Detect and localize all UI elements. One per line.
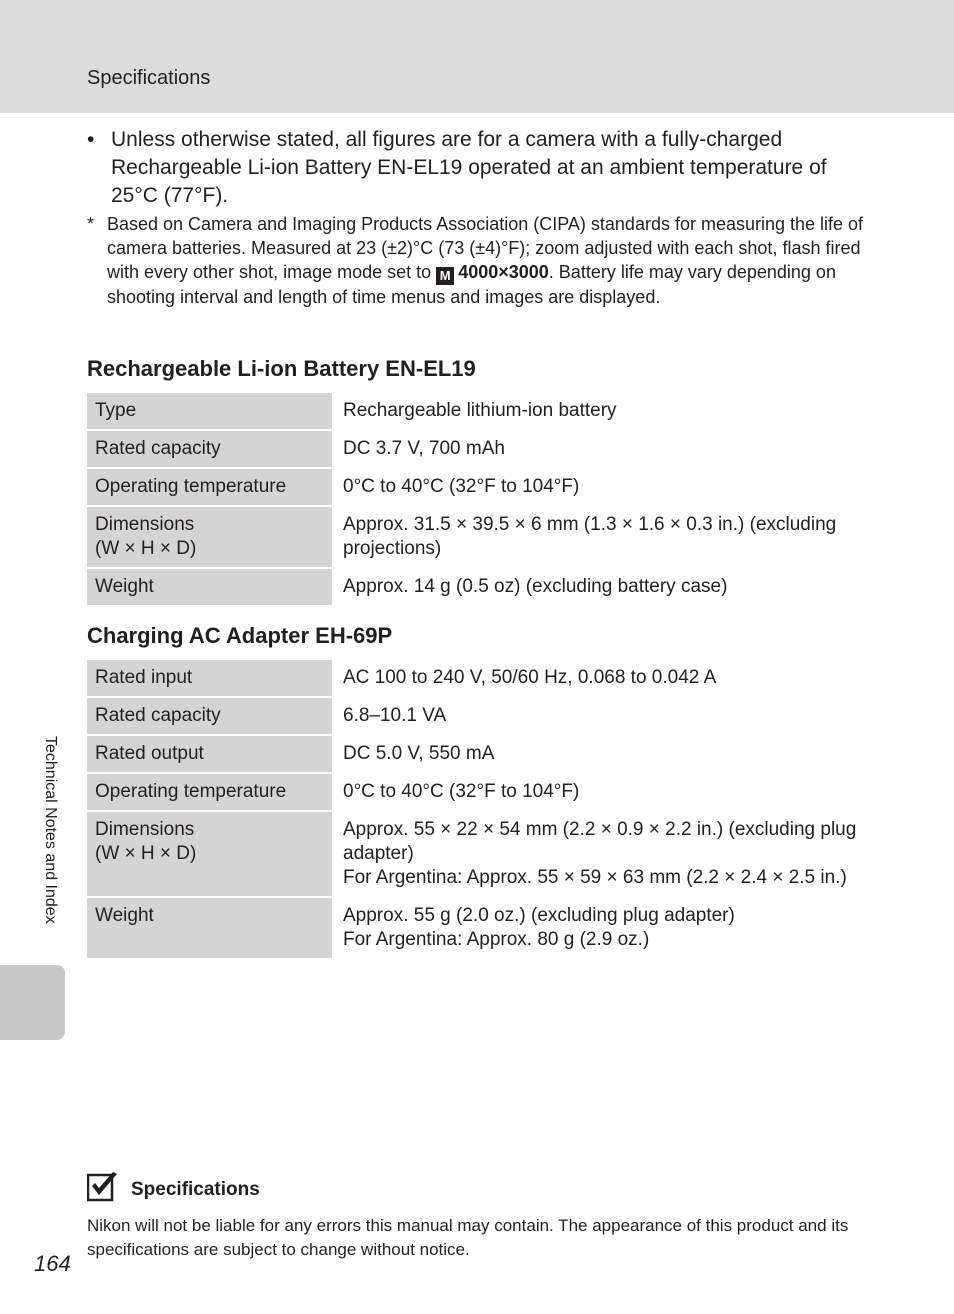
table-row — [87, 698, 873, 736]
spec-value: 0°C to 40°C (32°F to 104°F) — [334, 469, 873, 507]
footnote-marker: * — [87, 214, 95, 234]
footnote-text-after: . Battery life may vary depending on shooting interval and length of time menus and images are displayed. — [107, 262, 836, 307]
side-tab — [0, 965, 65, 1040]
spec-key: Operating temperature — [87, 469, 334, 507]
spec-key: Operating temperature — [87, 774, 334, 812]
spec-key — [87, 507, 334, 569]
page-number: 164 — [34, 1251, 71, 1276]
footnote-text-before: Based on Camera and Imaging Products Association (CIPA) standards for measuring the life of camera batteries. Measured at 23 (±2)°C (73 (±4)°F); zoom adjusted with each shot, flash fired with every other shot, image mode set to — [107, 214, 864, 282]
battery-spec-table — [87, 393, 873, 607]
spec-value — [334, 898, 873, 960]
spec-value: Approx. 31.5 × 39.5 × 6 mm (1.3 × 1.6 × 0.3 in.) (excluding projections) — [334, 507, 873, 569]
spec-key: Rated capacity — [87, 431, 334, 469]
battery-section-title: Rechargeable Li-ion Battery EN-EL19 — [87, 356, 476, 381]
spec-value-line: Approx. 55 g (2.0 oz.) (excluding plug adapter) — [343, 905, 735, 926]
spec-value: 6.8–10.1 VA — [334, 698, 873, 736]
spec-value: AC 100 to 240 V, 50/60 Hz, 0.068 to 0.042 A — [334, 660, 873, 698]
bullet-marker: • — [87, 128, 95, 151]
spec-value: 0°C to 40°C (32°F to 104°F) — [334, 774, 873, 812]
table-row — [87, 569, 873, 607]
spec-value-line: Approx. 55 × 22 × 54 mm (2.2 × 0.9 × 2.2 in.) (excluding plug adapter) — [343, 819, 857, 864]
spec-key-line: (W × H × D) — [95, 538, 197, 559]
header-band — [0, 0, 954, 113]
spec-key: Rated input — [87, 660, 334, 698]
table-row — [87, 469, 873, 507]
bullet-text: Unless otherwise stated, all figures are for a camera with a fully-charged Rechargeable Li-ion Battery EN-EL19 operated at an ambient temperature of 25°C (77°F). — [111, 128, 827, 207]
checkmark-icon — [87, 1172, 119, 1202]
spec-key: Rated output — [87, 736, 334, 774]
note-body: Nikon will not be liable for any errors this manual may contain. The appearance of this product and its specifications are subject to change without notice. — [87, 1216, 849, 1259]
table-row — [87, 393, 873, 431]
table-row — [87, 774, 873, 812]
spec-key: Weight — [87, 898, 334, 960]
table-row — [87, 812, 873, 898]
spec-value — [334, 812, 873, 898]
footnote-text — [107, 212, 867, 309]
adapter-section-title: Charging AC Adapter EH-69P — [87, 623, 393, 648]
image-mode-icon: M — [436, 267, 454, 285]
table-row — [87, 507, 873, 569]
spec-key: Weight — [87, 569, 334, 607]
running-header: Specifications — [87, 67, 211, 89]
table-row — [87, 898, 873, 960]
spec-key: Type — [87, 393, 334, 431]
spec-value: Rechargeable lithium-ion battery — [334, 393, 873, 431]
spec-value: Approx. 14 g (0.5 oz) (excluding battery case) — [334, 569, 873, 607]
note-title: Specifications — [131, 1179, 260, 1200]
spec-value-line: For Argentina: Approx. 80 g (2.9 oz.) — [343, 929, 650, 950]
spec-value: DC 3.7 V, 700 mAh — [334, 431, 873, 469]
spec-key: Rated capacity — [87, 698, 334, 736]
spec-key-line: Dimensions — [95, 514, 195, 535]
image-mode-value: 4000×3000 — [458, 262, 549, 282]
adapter-spec-table — [87, 660, 873, 960]
spec-value: DC 5.0 V, 550 mA — [334, 736, 873, 774]
spec-key-line: Dimensions — [95, 819, 195, 840]
table-row — [87, 736, 873, 774]
table-row — [87, 660, 873, 698]
spec-key — [87, 812, 334, 898]
table-row — [87, 431, 873, 469]
spec-value-line: For Argentina: Approx. 55 × 59 × 63 mm (2.2 × 2.4 × 2.5 in.) — [343, 867, 847, 888]
side-tab-label: Technical Notes and Index — [42, 736, 59, 924]
spec-key-line: (W × H × D) — [95, 843, 197, 864]
